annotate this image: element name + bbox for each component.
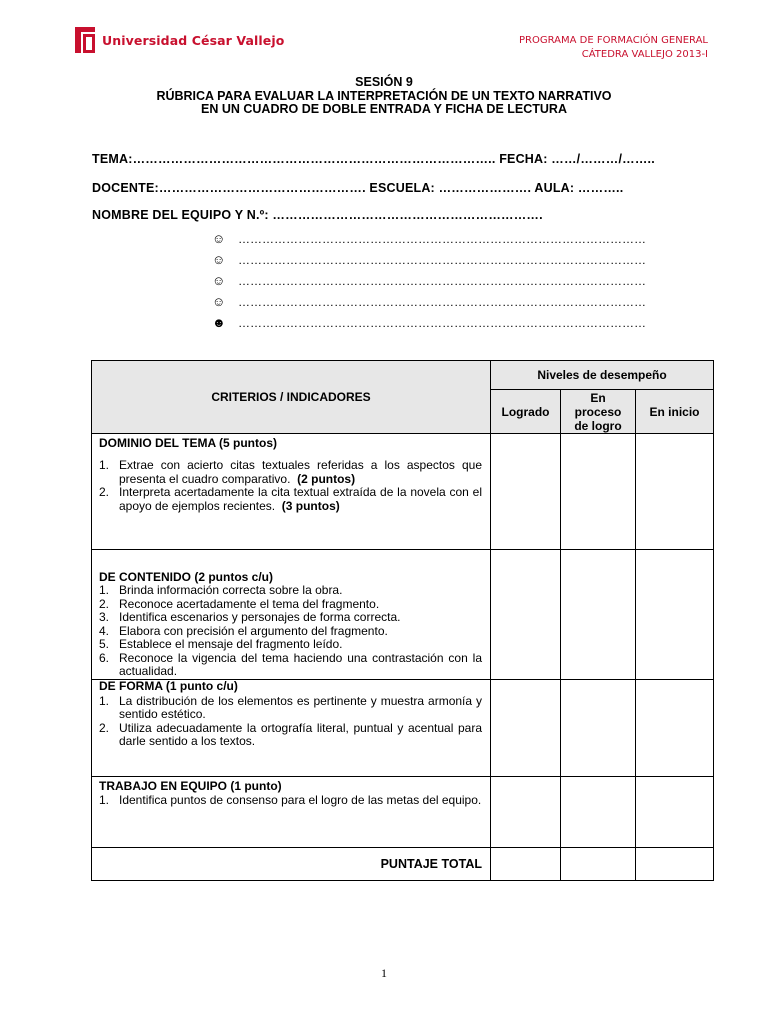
indicator-list bbox=[99, 459, 482, 513]
score-cell[interactable] bbox=[636, 550, 714, 680]
member-row-3 bbox=[212, 273, 646, 288]
score-cell[interactable] bbox=[561, 550, 636, 680]
item-number: 2. bbox=[99, 596, 110, 611]
member-line: ………………………………………………………………………………………… bbox=[238, 253, 646, 267]
member-line: ………………………………………………………………………………………… bbox=[238, 295, 646, 309]
title-line-1: RÚBRICA PARA EVALUAR LA INTERPRETACIÓN DE UN TEXTO NARRATIVO bbox=[156, 88, 612, 103]
item-text: Identifica puntos de consenso para el logro de las metas del equipo. bbox=[119, 792, 482, 807]
member-line: ………………………………………………………………………………………… bbox=[238, 274, 646, 288]
total-score-cell[interactable] bbox=[561, 847, 636, 880]
level-en-inicio: En inicio bbox=[636, 390, 714, 434]
title-line-2: EN UN CUADRO DE DOBLE ENTRADA Y FICHA DE LECTURA bbox=[201, 102, 567, 116]
item-number: 2. bbox=[99, 485, 110, 499]
criteria-header: CRITERIOS / INDICADORES bbox=[92, 361, 491, 434]
item-number: 1. bbox=[99, 693, 110, 708]
score-cell[interactable] bbox=[561, 679, 636, 776]
item-number: 2. bbox=[99, 720, 110, 735]
score-cell[interactable] bbox=[636, 776, 714, 847]
list-item bbox=[99, 638, 482, 652]
list-item bbox=[99, 695, 482, 722]
item-text: Reconoce la vigencia del tema haciendo una contrastación con la actualidad. bbox=[119, 650, 482, 678]
section-title: DOMINIO DEL TEMA (5 puntos) bbox=[99, 436, 277, 450]
smiley-icon: ☺ bbox=[212, 273, 226, 288]
indicator-list bbox=[99, 584, 482, 679]
member-row-1 bbox=[212, 231, 646, 246]
item-text: Utiliza adecuadamente la ortografía literal, puntual y acentual para darle sentido a los textos. bbox=[119, 720, 482, 748]
program-name: PROGRAMA DE FORMACIÓN GENERAL bbox=[519, 35, 708, 46]
item-number: 1. bbox=[99, 583, 110, 597]
section-title: DE CONTENIDO (2 puntos c/u) bbox=[99, 570, 273, 584]
item-points: (3 puntos) bbox=[281, 498, 340, 513]
field-docente: DOCENTE:…………………………………………. ESCUELA: …………………. AULA: ……….. bbox=[92, 181, 624, 195]
level-2-line-a: En bbox=[590, 390, 606, 405]
field-equipo: NOMBRE DEL EQUIPO Y N.º: ………………………………………………………. bbox=[92, 208, 543, 222]
criteria-cell bbox=[92, 776, 491, 847]
item-number: 3. bbox=[99, 610, 110, 624]
header-program bbox=[519, 34, 708, 62]
score-cell[interactable] bbox=[636, 679, 714, 776]
criteria-cell bbox=[92, 434, 491, 550]
page-number: 1 bbox=[381, 966, 387, 980]
list-item bbox=[99, 598, 482, 612]
score-cell[interactable] bbox=[561, 434, 636, 550]
score-cell[interactable] bbox=[561, 776, 636, 847]
item-points: (2 puntos) bbox=[297, 471, 356, 486]
total-score-cell[interactable] bbox=[491, 847, 561, 880]
smiley-icon: ☺ bbox=[212, 231, 226, 246]
item-text: Reconoce acertadamente el tema del fragmento. bbox=[119, 596, 380, 611]
university-logo bbox=[74, 26, 284, 54]
member-row-4 bbox=[212, 294, 646, 309]
ucv-emblem-icon bbox=[74, 26, 96, 54]
list-item bbox=[99, 486, 482, 513]
level-logrado: Logrado bbox=[491, 390, 561, 434]
member-line: ………………………………………………………………………………………… bbox=[238, 232, 646, 246]
score-cell[interactable] bbox=[491, 550, 561, 680]
score-cell[interactable] bbox=[491, 434, 561, 550]
total-score-cell[interactable] bbox=[636, 847, 714, 880]
table-row bbox=[92, 434, 714, 550]
list-item bbox=[99, 459, 482, 486]
smiley-icon: ☺ bbox=[212, 252, 226, 267]
item-number: 4. bbox=[99, 623, 110, 638]
criteria-cell bbox=[92, 550, 491, 680]
list-item bbox=[99, 625, 482, 639]
list-item bbox=[99, 611, 482, 625]
table-row bbox=[92, 550, 714, 680]
item-text: Establece el mensaje del fragmento leído. bbox=[119, 637, 343, 651]
session-title: SESIÓN 9 bbox=[355, 75, 413, 89]
score-cell[interactable] bbox=[491, 679, 561, 776]
item-number: 6. bbox=[99, 650, 110, 665]
level-en-proceso bbox=[561, 390, 636, 434]
list-item bbox=[99, 584, 482, 598]
list-item bbox=[99, 722, 482, 749]
smiley-filled-icon: ☻ bbox=[212, 315, 226, 330]
member-row-2 bbox=[212, 252, 646, 267]
chair-name: CÁTEDRA VALLEJO 2013-I bbox=[581, 49, 708, 60]
level-2-line-c: de logro bbox=[574, 418, 622, 433]
table-row bbox=[92, 776, 714, 847]
total-row bbox=[92, 847, 714, 880]
total-label: PUNTAJE TOTAL bbox=[92, 847, 491, 880]
member-row-5 bbox=[212, 315, 646, 330]
indicator-list bbox=[99, 695, 482, 749]
table-row bbox=[92, 679, 714, 776]
item-text: Identifica escenarios y personajes de forma correcta. bbox=[119, 610, 401, 624]
item-text: Elabora con precisión el argumento del fragmento. bbox=[119, 623, 388, 638]
score-cell[interactable] bbox=[636, 434, 714, 550]
item-text: Brinda información correcta sobre la obra. bbox=[119, 583, 343, 597]
item-number: 1. bbox=[99, 458, 110, 472]
levels-header: Niveles de desempeño bbox=[491, 361, 714, 390]
document-title bbox=[0, 76, 768, 117]
member-line: ………………………………………………………………………………………… bbox=[238, 316, 646, 330]
item-number: 1. bbox=[99, 792, 110, 807]
criteria-cell bbox=[92, 679, 491, 776]
section-title: DE FORMA (1 punto c/u) bbox=[99, 678, 238, 693]
rubric-table bbox=[91, 360, 714, 881]
item-text: Extrae con acierto citas textuales referidas a los aspectos que presenta el cuadro comparativo. bbox=[119, 458, 482, 486]
smiley-icon: ☺ bbox=[212, 294, 226, 309]
list-item bbox=[99, 652, 482, 679]
list-item bbox=[99, 794, 482, 808]
indicator-list bbox=[99, 794, 482, 808]
university-name: Universidad César Vallejo bbox=[102, 32, 285, 48]
item-text: Interpreta acertadamente la cita textual extraída de la novela con el apoyo de ejemplos recientes. bbox=[119, 485, 482, 513]
field-tema: TEMA:………………………………………………………………………….. FECHA: ……/………/…….. bbox=[92, 152, 655, 166]
section-title: TRABAJO EN EQUIPO (1 punto) bbox=[99, 778, 282, 793]
item-number: 5. bbox=[99, 637, 110, 651]
level-2-line-b: proceso bbox=[574, 404, 622, 419]
item-text: La distribución de los elementos es pertinente y muestra armonía y sentido estético. bbox=[119, 693, 482, 721]
score-cell[interactable] bbox=[491, 776, 561, 847]
